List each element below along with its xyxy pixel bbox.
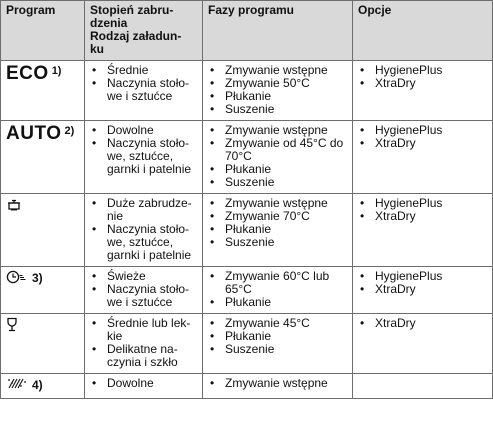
option-item: • XtraDry — [358, 210, 487, 223]
footnote-ref: 3) — [32, 270, 43, 285]
phase-item: • Suszenie — [208, 343, 347, 356]
table-row — [1, 314, 493, 374]
program-cell — [1, 194, 85, 267]
phases-cell — [203, 374, 353, 399]
soil-load-item: • Świeże — [90, 270, 197, 283]
soil-load-cell — [85, 61, 203, 121]
phase-list — [208, 317, 347, 356]
program-cell — [1, 121, 85, 194]
soil-load-item: • Naczynia stoło-we i sztućce — [90, 77, 197, 103]
phases-cell — [203, 194, 353, 267]
phase-item: • Zmywanie 70°C — [208, 210, 347, 223]
soil-load-item: • Średnie — [90, 64, 197, 77]
soil-load-item: • Naczynia stoło-we, sztućce, garnki i patelnie — [90, 137, 197, 176]
phase-item: • Suszenie — [208, 236, 347, 249]
phase-item: • Zmywanie od 45°C do 70°C — [208, 137, 347, 163]
soil-load-cell — [85, 194, 203, 267]
phases-cell — [203, 314, 353, 374]
header-soil-line: Rodzaj załadun- — [90, 29, 182, 43]
phase-item: • Zmywanie 60°C lub 65°C — [208, 270, 347, 296]
option-item: • XtraDry — [358, 283, 487, 296]
phase-item: • Zmywanie 45°C — [208, 317, 347, 330]
footnote-ref: 2) — [64, 125, 75, 137]
header-soil-line: Stopień zabru- — [90, 3, 174, 17]
phase-item: • Zmywanie wstępne — [208, 124, 347, 137]
header-soil-load — [85, 1, 203, 61]
option-item: • HygienePlus — [358, 64, 487, 77]
phase-item: • Zmywanie wstępne — [208, 64, 347, 77]
pot-icon — [6, 197, 22, 214]
program-name: AUTO — [6, 123, 62, 144]
soil-load-item: • Średnie lub lek-kie — [90, 317, 197, 343]
option-list — [358, 197, 487, 223]
options-cell — [353, 61, 493, 121]
phase-item: • Płukanie — [208, 296, 347, 309]
options-cell — [353, 374, 493, 399]
header-soil-line: ku — [90, 42, 105, 56]
program-cell — [1, 314, 85, 374]
footnote-ref: 1) — [51, 65, 62, 77]
program-name: ECO — [6, 63, 49, 84]
phase-item: • Suszenie — [208, 176, 347, 189]
table-row — [1, 194, 493, 267]
soil-load-cell — [85, 267, 203, 314]
phase-item: • Płukanie — [208, 163, 347, 176]
table-row — [1, 267, 493, 314]
soil-load-item: • Dowolne — [90, 377, 197, 390]
soil-load-cell — [85, 314, 203, 374]
soil-load-list — [90, 124, 197, 176]
phase-list — [208, 124, 347, 189]
option-list — [358, 270, 487, 296]
soil-load-item: • Duże zabrudze-nie — [90, 197, 197, 223]
phases-cell — [203, 61, 353, 121]
phase-item: • Zmywanie wstępne — [208, 197, 347, 210]
soil-load-item: • Delikatne na-czynia i szkło — [90, 343, 197, 369]
phase-item: • Płukanie — [208, 330, 347, 343]
option-item: • HygienePlus — [358, 197, 487, 210]
options-cell — [353, 314, 493, 374]
option-item: • HygienePlus — [358, 270, 487, 283]
header-program: Program — [1, 1, 85, 61]
soil-load-list — [90, 197, 197, 262]
table-body — [1, 61, 493, 399]
soil-load-cell — [85, 374, 203, 399]
header-row — [1, 1, 493, 61]
option-item: • HygienePlus — [358, 124, 487, 137]
phase-item: • Suszenie — [208, 103, 347, 116]
option-item: • XtraDry — [358, 317, 487, 330]
soil-load-list — [90, 64, 197, 103]
header-soil-line: dzenia — [90, 16, 128, 30]
header-options: Opcje — [353, 1, 493, 61]
soil-load-item: • Naczynia stoło-we i sztućce — [90, 283, 197, 309]
option-list — [358, 124, 487, 150]
option-item: • XtraDry — [358, 77, 487, 90]
program-cell — [1, 61, 85, 121]
option-list — [358, 317, 487, 330]
options-cell — [353, 121, 493, 194]
phase-item: • Zmywanie 50°C — [208, 77, 347, 90]
phase-list — [208, 270, 347, 309]
table-header — [1, 1, 493, 61]
phases-cell — [203, 121, 353, 194]
prewash-spray-icon — [6, 377, 28, 394]
option-list — [358, 64, 487, 90]
soil-load-item: • Naczynia stoło-we, sztućce, garnki i patelnie — [90, 223, 197, 262]
phases-cell — [203, 267, 353, 314]
footnote-ref: 4) — [32, 377, 43, 392]
option-item: • XtraDry — [358, 137, 487, 150]
quick-clock-icon — [6, 270, 28, 287]
phase-list — [208, 377, 347, 390]
phase-item: • Płukanie — [208, 90, 347, 103]
soil-load-item: • Dowolne — [90, 124, 197, 137]
phase-list — [208, 197, 347, 249]
header-phases: Fazy programu — [203, 1, 353, 61]
program-cell — [1, 374, 85, 399]
phase-item: • Płukanie — [208, 223, 347, 236]
soil-load-list — [90, 270, 197, 309]
options-cell — [353, 267, 493, 314]
program-cell — [1, 267, 85, 314]
phase-list — [208, 64, 347, 116]
table-row — [1, 121, 493, 194]
soil-load-list — [90, 377, 197, 390]
soil-load-list — [90, 317, 197, 369]
glass-icon — [6, 317, 18, 335]
table-row — [1, 374, 493, 399]
table-row — [1, 61, 493, 121]
phase-item: • Zmywanie wstępne — [208, 377, 347, 390]
options-cell — [353, 194, 493, 267]
soil-load-cell — [85, 121, 203, 194]
